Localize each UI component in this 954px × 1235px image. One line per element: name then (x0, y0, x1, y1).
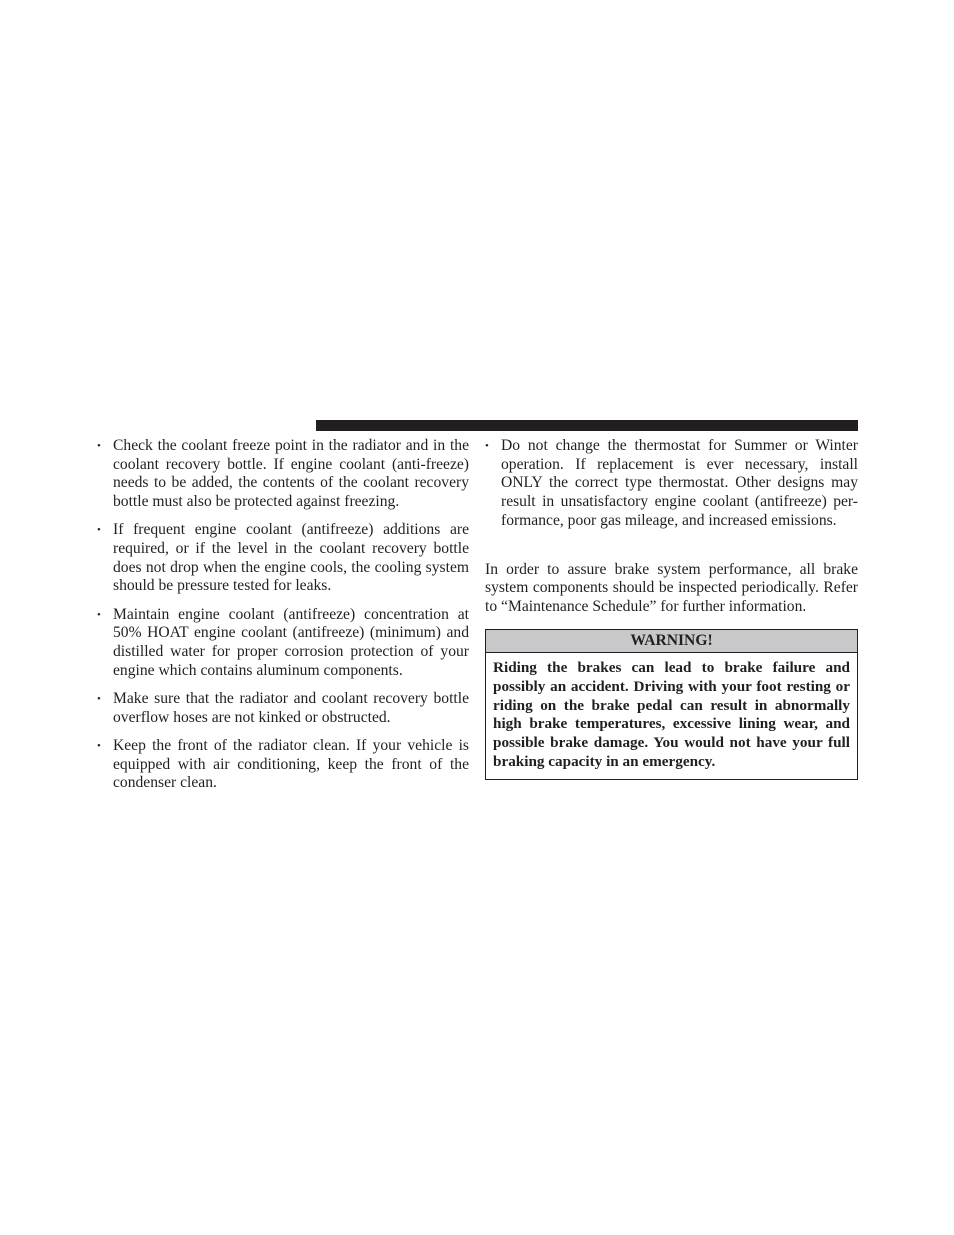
list-item-text: Check the coolant freeze point in the radiator and in the coolant recovery bottle. If engine coolant (anti-freeze) needs to be added, the contents of the coolant recovery bottle must also be protected against freezing. (113, 437, 469, 511)
warning-box (485, 629, 858, 780)
list-item (97, 737, 469, 793)
section-header-bar (316, 420, 858, 431)
bullet-icon: • (97, 692, 101, 705)
left-bullet-list (97, 437, 469, 793)
list-item-text: Maintain engine coolant (antifreeze) concentration at 50% HOAT engine coolant (antifreeze) (minimum) and distilled water for proper corrosion protection of your engine which contains aluminum components. (113, 605, 469, 679)
bullet-icon: • (97, 524, 101, 537)
list-item (97, 521, 469, 596)
left-column (97, 437, 469, 802)
brake-inspection-paragraph: In order to assure brake system performance, all brake system components should be inspected periodically. Refer to “Maintenance Schedule” for further information. (485, 560, 858, 615)
list-item (97, 690, 469, 727)
warning-body: Riding the brakes can lead to brake failure and possibly an accident. Driving with your foot resting or riding on the brake pedal can result in abnormally high brake temperatures, excessive lining wear, and possible brake damage. You would not have your full braking capacity in an emergency. (493, 659, 850, 770)
bullet-icon: • (485, 440, 489, 452)
list-item (485, 437, 858, 531)
list-item (97, 437, 469, 512)
bullet-icon: • (97, 739, 101, 752)
bullet-icon: • (97, 440, 101, 452)
list-item (97, 606, 469, 681)
list-item-text: If frequent engine coolant (antifreeze) additions are required, or if the level in the coolant recovery bottle does not drop when the engine cools, the cooling system should be pressure tested for leaks. (113, 521, 469, 595)
list-item-text: Make sure that the radiator and coolant recovery bottle overflow hoses are not kinked or obstructed. (113, 689, 469, 726)
right-bullet-list (485, 437, 858, 531)
right-column (485, 437, 858, 780)
list-item-text: Keep the front of the radiator clean. If your vehicle is equipped with air conditioning, keep the front of the condenser clean. (113, 736, 469, 792)
list-item-text: Do not change the thermostat for Summer or Winter operation. If replacement is ever necessary, install ONLY the correct type thermostat. Other designs may result in unsatisfactory engine coolant (antifreeze) per-formance, poor gas mileage, and increased emissions. (501, 437, 858, 529)
bullet-icon: • (97, 608, 101, 621)
warning-title: WARNING! (486, 630, 857, 654)
